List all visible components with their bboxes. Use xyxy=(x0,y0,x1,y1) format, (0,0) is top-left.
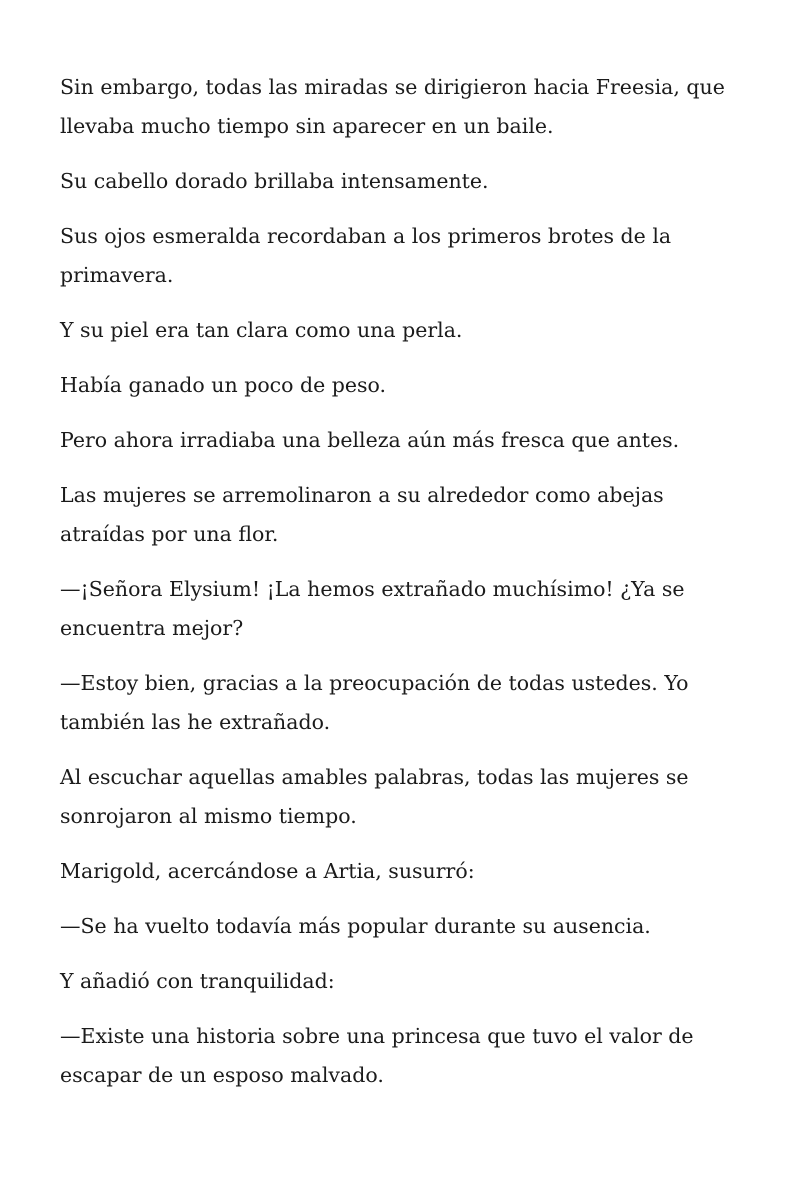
paragraph-13: Y añadió con tranquilidad: xyxy=(60,969,335,993)
paragraph-5: Había ganado un poco de peso. xyxy=(60,373,387,397)
paragraph-9: —Estoy bien, gracias a la preocupación de todas ustedes. Yo también las he extrañado. xyxy=(60,671,689,734)
paragraph-10: Al escuchar aquellas amables palabras, todas las mujeres se sonrojaron al mismo tiempo. xyxy=(60,765,689,828)
paragraph-1: Sin embargo, todas las miradas se dirigieron hacia Freesia, que llevaba mucho tiempo sin aparecer en un baile. xyxy=(60,75,725,138)
paragraph-12: —Se ha vuelto todavía más popular durante su ausencia. xyxy=(60,914,651,938)
paragraph-6: Pero ahora irradiaba una belleza aún más fresca que antes. xyxy=(60,428,680,452)
paragraph-2: Su cabello dorado brillaba intensamente. xyxy=(60,169,489,193)
paragraph-3: Sus ojos esmeralda recordaban a los primeros brotes de la primavera. xyxy=(60,224,672,287)
paragraph-8: —¡Señora Elysium! ¡La hemos extrañado muchísimo! ¿Ya se encuentra mejor? xyxy=(60,577,685,640)
paragraph-7: Las mujeres se arremolinaron a su alrededor como abejas atraídas por una flor. xyxy=(60,483,664,546)
paragraph-4: Y su piel era tan clara como una perla. xyxy=(60,318,463,342)
paragraph-11: Marigold, acercándose a Artia, susurró: xyxy=(60,859,475,883)
paragraph-14: —Existe una historia sobre una princesa que tuvo el valor de escapar de un esposo malvado. xyxy=(60,1024,694,1087)
